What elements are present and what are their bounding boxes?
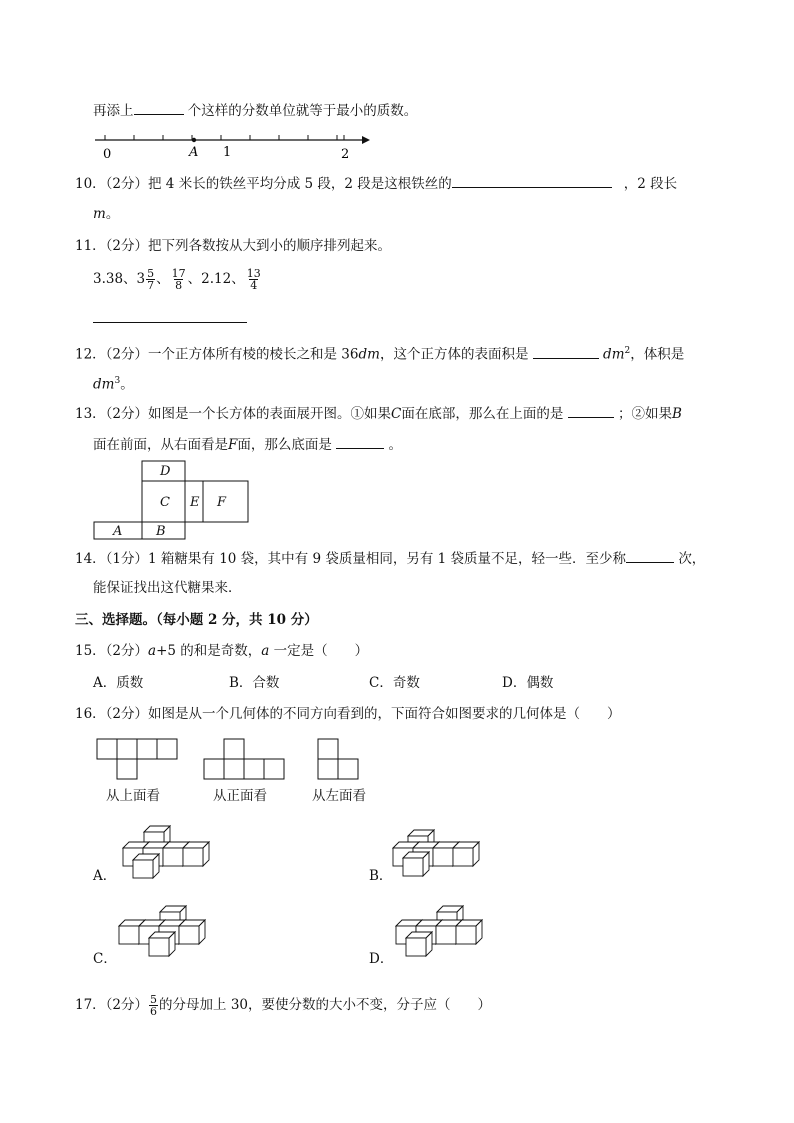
fraction-17-8: $\frac{17}{8}$ <box>171 267 186 292</box>
q15-option-a[interactable]: A．质数 <box>93 675 144 691</box>
q14-answer-blank[interactable] <box>626 548 674 563</box>
q13-answer-blank-1[interactable] <box>568 403 614 418</box>
q16-option-b[interactable]: B． <box>369 868 393 884</box>
question-13: 13．（2分）如图是一个长方体的表面展开图。①如果C面在底部，那么在上面的是 ；②如果B <box>75 403 682 424</box>
question-16: 16．（2分）如图是从一个几何体的不同方向看到的，下面符合如图要求的几何体是（ ） <box>75 706 621 722</box>
q16-figure-c[interactable] <box>118 906 210 962</box>
number-line <box>90 128 380 168</box>
label-0: 0 <box>103 147 112 162</box>
view-from-left <box>317 738 361 780</box>
question-13-line2: 面在前面，从右面看是F面，那么底面是 。 <box>93 434 402 455</box>
face-b-label: B <box>156 524 166 539</box>
caption-top-view: 从上面看 <box>106 788 160 804</box>
label-1: 1 <box>223 145 232 160</box>
q16-figure-d[interactable] <box>395 906 487 962</box>
question-12: 12．（2分）一个正方体所有棱的棱长之和是 36dm，这个正方体的表面积是 $dm^2$，体积是 <box>75 341 684 365</box>
face-e-label: E <box>190 495 200 510</box>
q11-numbers: 3.38、3 $\frac{5}{7}$ 、 $\frac{17}{8}$ 、2.12、 $\frac{13}{4}$ <box>93 267 261 292</box>
question-10: 10．（2分）把 4 米长的铁丝平均分成 5 段，2 段是这根铁丝的 ，2 段长 <box>75 173 677 194</box>
label-a: A <box>189 145 199 160</box>
q11-answer-blank[interactable] <box>93 322 247 323</box>
q16-figure-a[interactable] <box>118 826 210 882</box>
question-15: 15．（2分）a+5 的和是奇数，a 一定是（ ） <box>75 643 369 659</box>
q16-option-a[interactable]: A． <box>93 868 117 884</box>
question-10-line2: m。 <box>93 206 120 222</box>
fraction-13-4: $\frac{13}{4}$ <box>246 267 261 292</box>
q16-option-c[interactable]: C． <box>93 951 117 967</box>
q16-option-d[interactable]: D． <box>369 951 394 967</box>
caption-front-view: 从正面看 <box>213 788 267 804</box>
q10-answer-blank-1[interactable] <box>452 173 612 188</box>
fraction-5-6: $\frac{5}{6}$ <box>150 993 158 1018</box>
question-12-line2: $dm^3$。 <box>93 376 134 393</box>
label-2: 2 <box>341 147 350 162</box>
face-a-label: A <box>113 524 123 539</box>
q15-option-d[interactable]: D．偶数 <box>502 675 554 691</box>
view-from-front <box>203 738 287 780</box>
face-f-label: F <box>217 495 227 510</box>
q12-answer-blank-1[interactable] <box>533 344 599 359</box>
section-3-title: 三、选择题。（每小题 2 分，共 10 分） <box>75 612 318 628</box>
view-from-top <box>96 738 180 780</box>
question-14-line2: 能保证找出这代糖果来． <box>93 580 242 596</box>
face-c-label: C <box>160 495 170 510</box>
q9-answer-blank[interactable] <box>134 100 184 115</box>
cuboid-net-diagram <box>93 460 253 540</box>
question-11: 11．（2分）把下列各数按从大到小的顺序排列起来。 <box>75 238 392 254</box>
q15-option-c[interactable]: C．奇数 <box>369 675 420 691</box>
point-a-marker <box>192 138 196 142</box>
q9-continuation: 再添上 个这样的分数单位就等于最小的质数。 <box>93 100 417 121</box>
caption-left-view: 从左面看 <box>312 788 366 804</box>
q16-figure-b[interactable] <box>392 830 484 880</box>
question-17: 17．（2分） $\frac{5}{6}$ 的分母加上 30，要使分数的大小不变，分子应（ ） <box>75 993 492 1018</box>
q15-option-b[interactable]: B．合数 <box>229 675 280 691</box>
fraction-5-7: $\frac{5}{7}$ <box>147 267 155 292</box>
question-14: 14．（1分）1 箱糖果有 10 袋，其中有 9 袋质量相同，另有 1 袋质量不足，轻一些．至少称 次， <box>75 548 705 569</box>
face-d-label: D <box>160 464 171 479</box>
q13-answer-blank-2[interactable] <box>336 434 384 449</box>
